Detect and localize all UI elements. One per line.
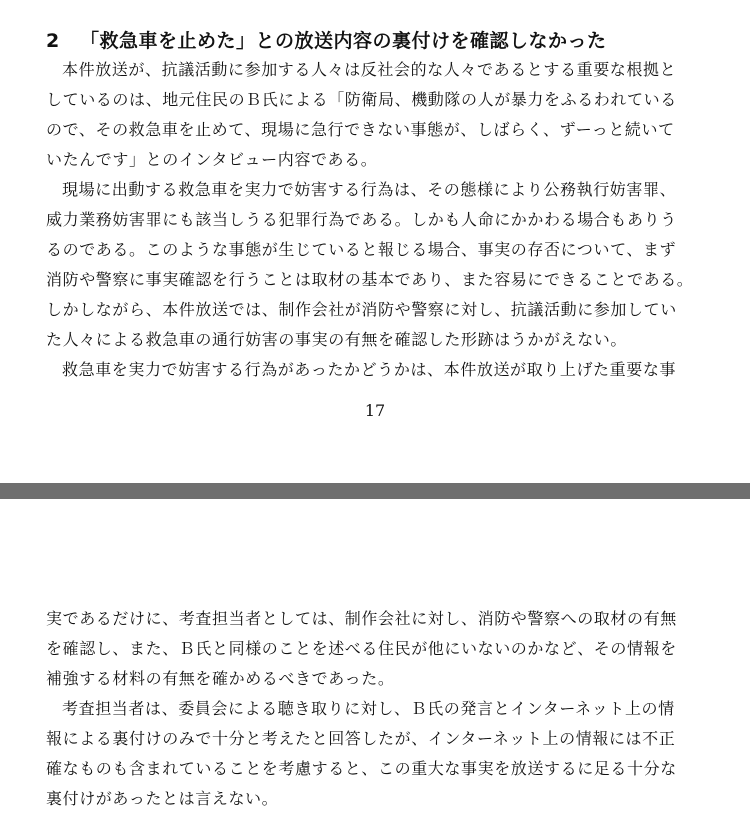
paragraph-line: 実であるだけに、考査担当者としては、制作会社に対し、消防や警察への取材の有無 — [46, 609, 677, 628]
section-title: 「救急車を止めた」との放送内容の裏付けを確認しなかった — [80, 30, 607, 52]
section-number: 2 — [46, 30, 60, 52]
paragraph-line: 現場に出動する救急車を実力で妨害する行為は、その態様により公務執行妨害罪、 — [62, 180, 677, 199]
paragraph-line: た人々による救急車の通行妨害の事実の有無を確認した形跡はうかがえない。 — [46, 330, 628, 349]
paragraph-line: 考査担当者は、委員会による聴き取りに対し、Ｂ氏の発言とインターネット上の情 — [62, 699, 675, 718]
paragraph-line: しかしながら、本件放送では、制作会社が消防や警察に対し、抗議活動に参加してい — [46, 300, 677, 319]
paragraph-line: いたんです」とのインタビュー内容である。 — [46, 150, 378, 169]
paragraph-line: るのである。このような事態が生じていると報じる場合、事実の存否について、まず — [46, 240, 677, 259]
paragraph-line: を確認し、また、Ｂ氏と同様のことを述べる住民が他にいないのかなど、その情報を — [46, 639, 677, 658]
paragraph-line: 補強する材料の有無を確かめるべきであった。 — [46, 669, 395, 688]
page-separator — [0, 483, 750, 499]
paragraph-line: 裏付けがあったとは言えない。 — [46, 789, 279, 808]
paragraph-line: 救急車を実力で妨害する行為があったかどうかは、本件放送が取り上げた重要な事 — [62, 360, 677, 379]
paragraph-line: 報による裏付けのみで十分と考えたと回答したが、インターネット上の情報には不正 — [46, 729, 676, 748]
paragraph-line: ので、その救急車を止めて、現場に急行できない事態が、しばらく、ずーっと続いて — [46, 120, 675, 139]
paragraph-line: 消防や警察に事実確認を行うことは取材の基本であり、また容易にできることである。 — [46, 270, 694, 289]
page-number: 17 — [364, 401, 386, 420]
paragraph-line: 威力業務妨害罪にも該当しうる犯罪行為である。しかも人命にかかわる場合もありう — [46, 210, 677, 229]
section-heading — [46, 26, 607, 53]
paragraph-line: 確なものも含まれていることを考慮すると、この重大な事実を放送するに足る十分な — [46, 759, 677, 778]
document-page-bottom — [0, 499, 750, 827]
paragraph-line: しているのは、地元住民のＢ氏による「防衛局、機動隊の人が暴力をふるわれている — [46, 90, 677, 109]
paragraph-line: 本件放送が、抗議活動に参加する人々は反社会的な人々であるとする重要な根拠と — [62, 60, 677, 79]
